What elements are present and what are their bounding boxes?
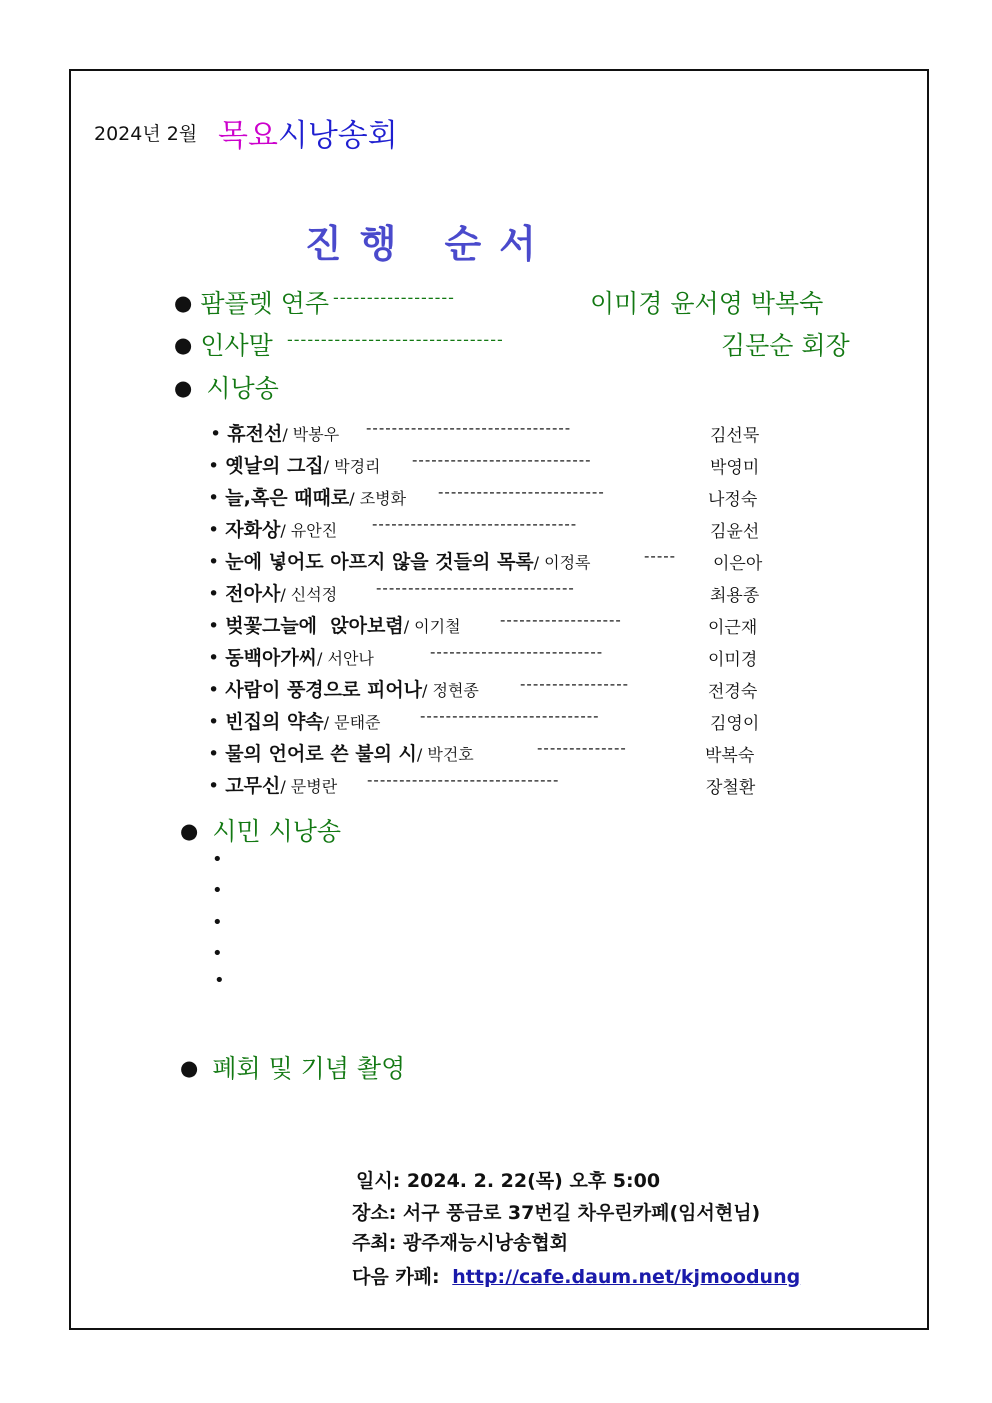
citizen-slot: • [212, 880, 223, 901]
poem-title: 늘,혹은 때때로 [225, 487, 350, 509]
daum-cafe-line [352, 1262, 800, 1289]
poem-author: / 박봉우 [282, 425, 340, 444]
poem-dashes-wrap [420, 707, 600, 729]
bullet-icon: • [208, 743, 220, 765]
citizen-slot: • [212, 912, 223, 933]
cafe-label: 다음 카페: [352, 1266, 440, 1288]
event-datetime: 일시: 2024. 2. 22(목) 오후 5:00 [356, 1170, 661, 1192]
event-title-part1: 목요 [218, 118, 278, 154]
section-dashes-wrap [333, 284, 455, 313]
heading-char-2: 행 [359, 222, 399, 266]
poem-dashes: -------------------------------- [372, 515, 578, 533]
bullet-icon: • [208, 679, 220, 701]
poem-reader: 나정숙 [708, 490, 758, 510]
poem-item [208, 739, 474, 766]
cafe-link[interactable]: http://cafe.daum.net/kjmoodung [452, 1266, 801, 1288]
section-citizen-recital [180, 812, 341, 848]
poem-author: / 서안나 [317, 649, 374, 668]
poem-author: / 박건호 [416, 745, 474, 764]
poem-dashes-wrap [438, 483, 605, 505]
bullet-icon: ● [180, 819, 199, 843]
poem-item [208, 707, 381, 734]
poem-item [208, 547, 591, 574]
poem-reader: 이근재 [708, 618, 758, 638]
section-dashes: ------------------ [333, 288, 455, 307]
poem-item [208, 483, 406, 510]
section-label: 인사말 [200, 331, 273, 360]
poem-title: 사람이 풍경으로 피어나 [225, 679, 423, 701]
poem-title: 고무신 [225, 775, 281, 797]
poem-title: 눈에 넣어도 아프지 않을 것들의 목록 [225, 551, 534, 573]
bullet-icon: • [208, 519, 220, 541]
heading-char-3: 순 [444, 222, 484, 266]
poem-dashes-wrap [520, 675, 629, 697]
section-label: 시낭송 [206, 374, 279, 403]
poem-author: / 이정록 [533, 553, 591, 572]
poem-reader: 김윤선 [710, 522, 760, 542]
bullet-icon: • [208, 711, 220, 733]
poem-title: 휴전선 [227, 423, 283, 445]
section-performers: 이미경 윤서영 박복숙 [590, 289, 824, 318]
poem-reader: 전경숙 [708, 682, 758, 702]
poem-dashes-wrap [644, 547, 676, 569]
poem-dashes-wrap [376, 579, 575, 601]
section-poetry-recital [174, 369, 279, 405]
section-pamphlet-performance [174, 284, 329, 320]
section-closing-photo [180, 1049, 405, 1085]
poem-title: 벚꽃그늘에 앉아보렴 [225, 615, 404, 637]
poem-reader: 이미경 [708, 650, 758, 670]
section-dashes: -------------------------------- [287, 330, 504, 349]
bullet-icon: • [210, 423, 222, 445]
poem-dashes-wrap [412, 451, 592, 473]
poem-item [208, 515, 337, 542]
citizen-slot: • [212, 943, 223, 964]
section-dashes-wrap [287, 326, 504, 355]
poem-item [208, 771, 337, 798]
poem-item [208, 579, 337, 606]
poem-author: / 이기철 [403, 617, 461, 636]
poem-item [210, 419, 339, 446]
poem-title: 자화상 [225, 519, 281, 541]
poem-title: 물의 언어로 쓴 불의 시 [225, 743, 417, 765]
poem-title: 전아사 [225, 583, 281, 605]
poem-dashes: ------------------- [500, 611, 622, 629]
poem-reader: 최용종 [710, 586, 760, 606]
bullet-icon: • [208, 615, 220, 637]
bullet-icon: ● [174, 291, 193, 315]
poem-author: / 문병란 [280, 777, 338, 796]
bullet-icon: • [208, 583, 220, 605]
poem-dashes-wrap [366, 419, 571, 441]
poem-author: / 조병화 [349, 489, 407, 508]
event-date-header: 2024년 2월 [94, 123, 198, 145]
program-heading [305, 213, 538, 268]
poem-author: / 유안진 [280, 521, 338, 540]
poem-dashes-wrap [430, 643, 603, 665]
poem-item [208, 451, 381, 478]
bullet-icon: • [208, 455, 220, 477]
poem-author: / 문태준 [323, 713, 381, 732]
poem-dashes: ---------------------------- [412, 451, 592, 469]
poem-dashes: ----- [644, 547, 677, 565]
event-title [218, 110, 398, 155]
poem-reader: 장철환 [706, 778, 756, 798]
poem-item [208, 643, 374, 670]
poem-dashes: -------------------------------- [366, 419, 572, 437]
event-title-part2: 시낭송회 [277, 118, 398, 154]
section-label: 폐회 및 기념 촬영 [212, 1054, 406, 1083]
bullet-icon: • [208, 487, 220, 509]
heading-char-4: 서 [499, 222, 538, 266]
poem-dashes-wrap [372, 515, 577, 537]
poem-dashes-wrap [537, 739, 627, 761]
poem-author: / 박경리 [323, 457, 381, 476]
bullet-icon: ● [174, 333, 193, 357]
poem-author: / 신석정 [280, 585, 338, 604]
event-place: 장소: 서구 풍금로 37번길 차우린카페(임서현님) [352, 1202, 761, 1224]
poem-dashes: ---------------------------- [420, 707, 600, 725]
bullet-icon: • [208, 551, 220, 573]
section-label: 시민 시낭송 [212, 817, 342, 846]
poem-reader: 김영이 [710, 714, 760, 734]
bullet-icon: ● [180, 1056, 199, 1080]
poem-dashes-wrap [367, 771, 559, 793]
bullet-icon: • [208, 647, 220, 669]
poem-dashes: ------------------------------- [376, 579, 575, 597]
poem-dashes: ----------------- [520, 675, 630, 693]
poem-dashes: -------------------------- [438, 483, 605, 501]
poem-reader: 박영미 [710, 458, 760, 478]
section-greeting [174, 326, 273, 362]
poem-title: 동백아가씨 [225, 647, 318, 669]
poem-reader: 박복숙 [705, 746, 755, 766]
section-label: 팜플렛 연주 [200, 289, 330, 318]
poem-title: 옛날의 그집 [225, 455, 324, 477]
poem-reader: 김선묵 [710, 426, 760, 446]
citizen-slot: • [212, 849, 223, 870]
poem-reader: 이은아 [713, 554, 763, 574]
bullet-icon: ● [174, 376, 193, 400]
heading-char-1: 진 [305, 222, 344, 266]
poem-title: 빈집의 약속 [225, 711, 324, 733]
citizen-slot: • [214, 970, 225, 991]
poem-author: / 정현종 [422, 681, 479, 700]
poem-dashes-wrap [500, 611, 622, 633]
poem-dashes: --------------------------- [430, 643, 604, 661]
poem-item [208, 675, 479, 702]
poem-dashes: ------------------------------ [367, 771, 560, 789]
bullet-icon: • [208, 775, 220, 797]
event-host: 주최: 광주재능시낭송협회 [352, 1232, 569, 1254]
section-greeter: 김문순 회장 [721, 331, 850, 360]
poem-dashes: -------------- [537, 739, 627, 757]
poem-item [208, 611, 461, 638]
